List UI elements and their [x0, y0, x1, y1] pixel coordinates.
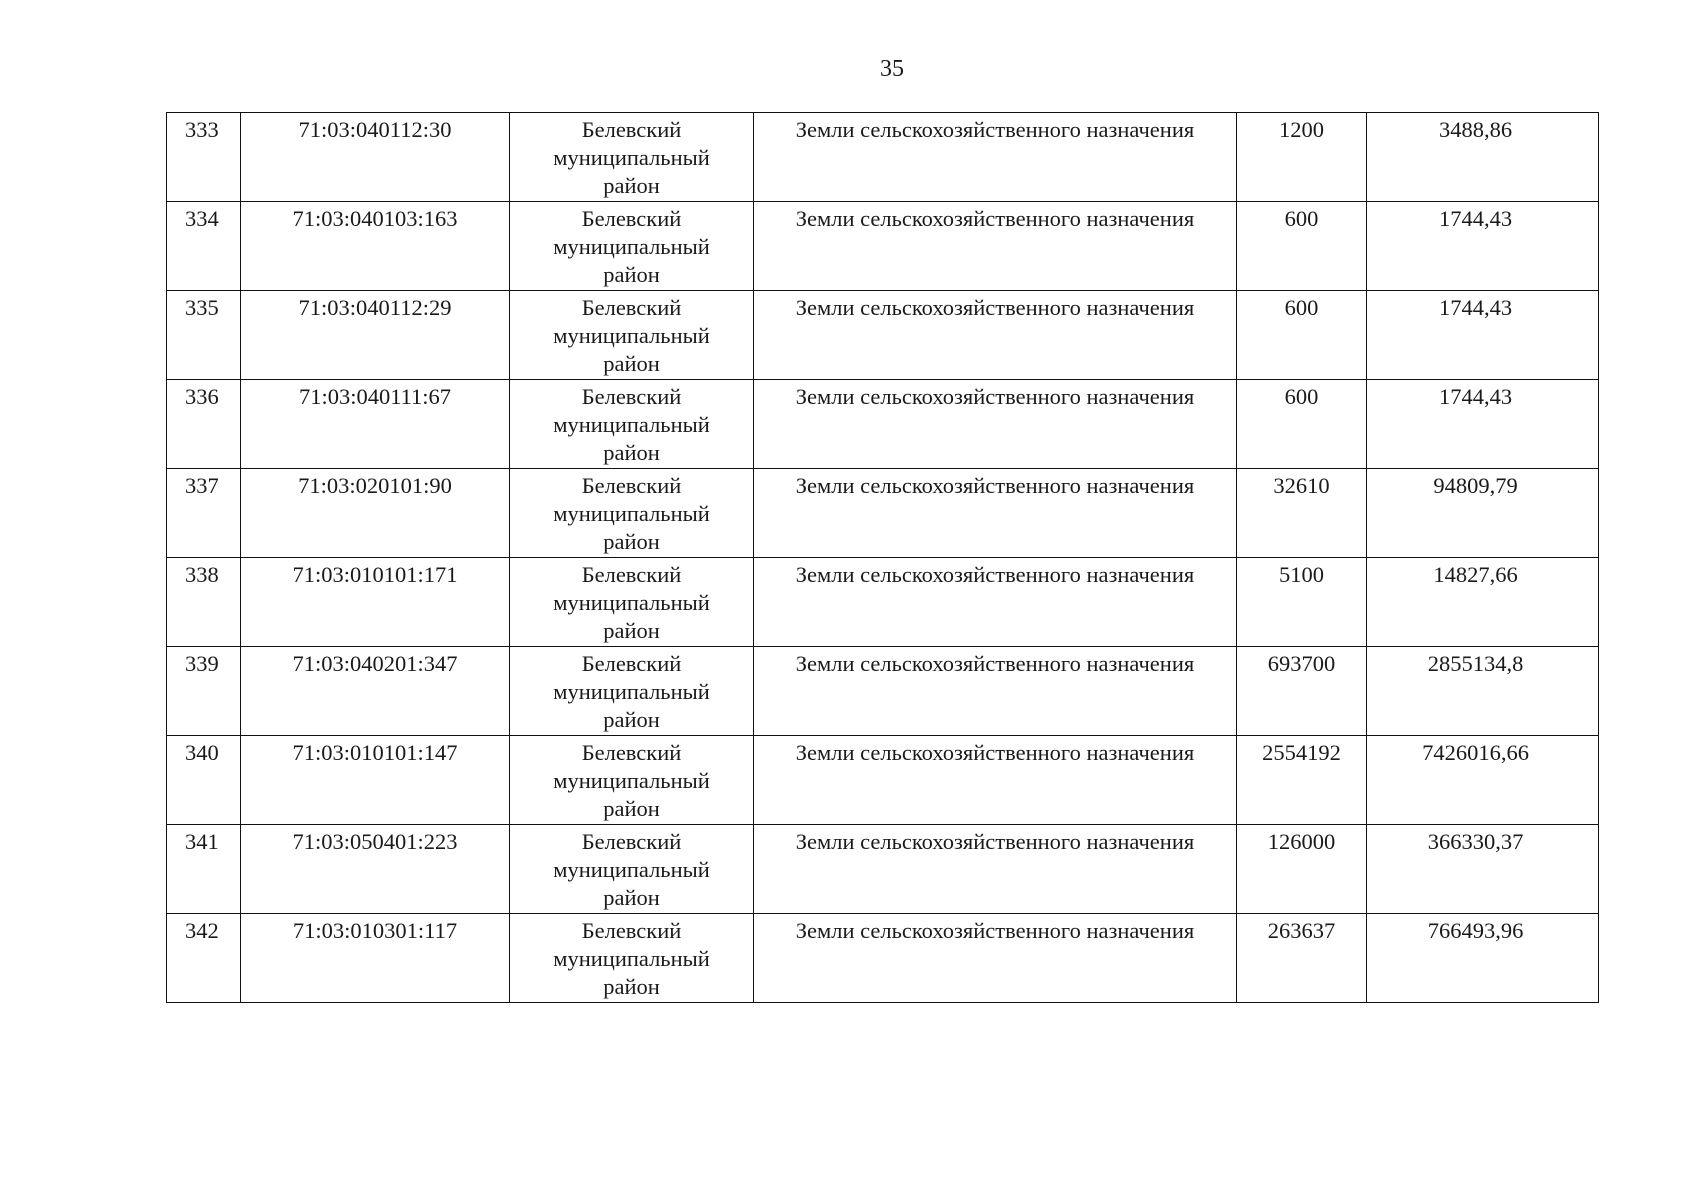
area-value: 1200 — [1279, 117, 1324, 142]
land-category-cell — [754, 291, 1237, 380]
cadastral-value: 7426016,66 — [1422, 740, 1529, 765]
cadastral-number: 71:03:040111:67 — [298, 384, 452, 409]
area-cell — [1237, 380, 1367, 469]
area-cell — [1237, 469, 1367, 558]
cadastral-value: 366330,37 — [1427, 829, 1524, 854]
district-cell — [510, 647, 754, 736]
row-number-cell — [167, 291, 241, 380]
cadastral-value: 3488,86 — [1438, 117, 1513, 142]
cadastral-number-cell — [241, 558, 510, 647]
district-line: муниципальный — [553, 323, 710, 348]
district-cell — [510, 113, 754, 202]
district-line: Белевский — [581, 384, 682, 409]
row-number: 334 — [185, 206, 219, 231]
row-number-cell — [167, 914, 241, 1003]
page-number: 35 — [880, 56, 904, 82]
cadastral-number-cell — [241, 113, 510, 202]
table-row — [167, 558, 1599, 647]
land-category-cell — [754, 825, 1237, 914]
row-number-cell — [167, 380, 241, 469]
district-line: район — [603, 885, 660, 910]
area-value: 600 — [1284, 295, 1319, 320]
land-category: Земли сельскохозяйственного назначения — [795, 829, 1195, 854]
cadastral-number: 71:03:010101:171 — [292, 562, 458, 587]
row-number: 335 — [185, 295, 219, 320]
district-line: район — [603, 974, 660, 999]
district-line: муниципальный — [553, 412, 710, 437]
area-value: 32610 — [1273, 473, 1330, 498]
district-line: район — [603, 440, 660, 465]
cadastral-number: 71:03:040201:347 — [292, 651, 458, 676]
cadastral-number: 71:03:010301:117 — [292, 918, 458, 943]
area-cell — [1237, 558, 1367, 647]
district-line: муниципальный — [553, 679, 710, 704]
cadastral-value-cell — [1367, 113, 1599, 202]
cadastral-value: 94809,79 — [1433, 473, 1518, 498]
cadastral-value: 2855134,8 — [1427, 651, 1524, 676]
district-line: Белевский — [581, 740, 682, 765]
table-row — [167, 469, 1599, 558]
cadastral-value-cell — [1367, 469, 1599, 558]
land-category-cell — [754, 202, 1237, 291]
land-category: Земли сельскохозяйственного назначения — [795, 117, 1195, 142]
row-number-cell — [167, 202, 241, 291]
land-category-cell — [754, 113, 1237, 202]
land-category: Земли сельскохозяйственного назначения — [795, 651, 1195, 676]
area-value: 263637 — [1267, 918, 1336, 943]
row-number-cell — [167, 736, 241, 825]
district-line: Белевский — [581, 562, 682, 587]
cadastral-value: 1744,43 — [1438, 206, 1513, 231]
row-number-cell — [167, 113, 241, 202]
district-cell — [510, 291, 754, 380]
land-plots-table — [166, 112, 1599, 1003]
land-category: Земли сельскохозяйственного назначения — [795, 473, 1195, 498]
cadastral-value-cell — [1367, 380, 1599, 469]
cadastral-number-cell — [241, 914, 510, 1003]
area-value: 600 — [1284, 384, 1319, 409]
table-row — [167, 825, 1599, 914]
area-value: 600 — [1284, 206, 1319, 231]
cadastral-number: 71:03:040103:163 — [292, 206, 458, 231]
district-line: муниципальный — [553, 234, 710, 259]
land-category: Земли сельскохозяйственного назначения — [795, 384, 1195, 409]
table-row — [167, 380, 1599, 469]
row-number: 336 — [185, 384, 219, 409]
district-line: район — [603, 796, 660, 821]
cadastral-value: 14827,66 — [1433, 562, 1518, 587]
cadastral-value: 766493,96 — [1427, 918, 1524, 943]
table-row — [167, 647, 1599, 736]
district-line: муниципальный — [553, 857, 710, 882]
cadastral-number-cell — [241, 736, 510, 825]
district-cell — [510, 380, 754, 469]
district-line: район — [603, 351, 660, 376]
district-line: Белевский — [581, 829, 682, 854]
cadastral-number-cell — [241, 469, 510, 558]
land-category-cell — [754, 469, 1237, 558]
table-row — [167, 914, 1599, 1003]
land-category-cell — [754, 380, 1237, 469]
cadastral-value-cell — [1367, 647, 1599, 736]
cadastral-number-cell — [241, 380, 510, 469]
row-number-cell — [167, 647, 241, 736]
district-line: район — [603, 529, 660, 554]
cadastral-number: 71:03:020101:90 — [298, 473, 452, 498]
row-number: 339 — [185, 651, 219, 676]
district-line: муниципальный — [553, 946, 710, 971]
cadastral-value-cell — [1367, 825, 1599, 914]
cadastral-number-cell — [241, 291, 510, 380]
area-value: 2554192 — [1262, 740, 1341, 765]
land-category: Земли сельскохозяйственного назначения — [795, 918, 1195, 943]
row-number-cell — [167, 825, 241, 914]
area-value: 5100 — [1279, 562, 1324, 587]
cadastral-number-cell — [241, 202, 510, 291]
area-cell — [1237, 647, 1367, 736]
land-category-cell — [754, 558, 1237, 647]
district-line: муниципальный — [553, 768, 710, 793]
cadastral-value-cell — [1367, 291, 1599, 380]
area-cell — [1237, 736, 1367, 825]
table-body — [167, 113, 1599, 1003]
cadastral-number: 71:03:010101:147 — [292, 740, 458, 765]
table-row — [167, 291, 1599, 380]
district-cell — [510, 914, 754, 1003]
district-cell — [510, 202, 754, 291]
table-row — [167, 202, 1599, 291]
land-category-cell — [754, 914, 1237, 1003]
table-row — [167, 113, 1599, 202]
row-number: 337 — [185, 473, 219, 498]
row-number-cell — [167, 558, 241, 647]
cadastral-value: 1744,43 — [1438, 384, 1513, 409]
district-line: Белевский — [581, 473, 682, 498]
cadastral-value: 1744,43 — [1438, 295, 1513, 320]
district-line: район — [603, 618, 660, 643]
district-line: муниципальный — [553, 145, 710, 170]
area-cell — [1237, 291, 1367, 380]
district-cell — [510, 736, 754, 825]
row-number: 338 — [185, 562, 219, 587]
area-cell — [1237, 113, 1367, 202]
district-cell — [510, 469, 754, 558]
district-line: Белевский — [581, 206, 682, 231]
district-line: муниципальный — [553, 590, 710, 615]
cadastral-value-cell — [1367, 914, 1599, 1003]
district-line: Белевский — [581, 295, 682, 320]
district-line: район — [603, 707, 660, 732]
area-cell — [1237, 825, 1367, 914]
cadastral-number: 71:03:040112:29 — [298, 295, 452, 320]
land-category: Земли сельскохозяйственного назначения — [795, 740, 1195, 765]
cadastral-number-cell — [241, 825, 510, 914]
table-row — [167, 736, 1599, 825]
land-category-cell — [754, 647, 1237, 736]
row-number: 342 — [185, 918, 219, 943]
cadastral-number-cell — [241, 647, 510, 736]
district-line: район — [603, 262, 660, 287]
district-cell — [510, 825, 754, 914]
area-value: 126000 — [1267, 829, 1336, 854]
cadastral-number: 71:03:050401:223 — [292, 829, 458, 854]
row-number-cell — [167, 469, 241, 558]
area-value: 693700 — [1267, 651, 1336, 676]
land-category: Земли сельскохозяйственного назначения — [795, 295, 1195, 320]
row-number: 340 — [185, 740, 219, 765]
area-cell — [1237, 914, 1367, 1003]
district-line: Белевский — [581, 117, 682, 142]
district-line: район — [603, 173, 660, 198]
district-cell — [510, 558, 754, 647]
land-category: Земли сельскохозяйственного назначения — [795, 562, 1195, 587]
cadastral-number: 71:03:040112:30 — [298, 117, 452, 142]
district-line: Белевский — [581, 918, 682, 943]
area-cell — [1237, 202, 1367, 291]
row-number: 341 — [185, 829, 219, 854]
cadastral-value-cell — [1367, 558, 1599, 647]
cadastral-value-cell — [1367, 202, 1599, 291]
district-line: муниципальный — [553, 501, 710, 526]
land-category-cell — [754, 736, 1237, 825]
district-line: Белевский — [581, 651, 682, 676]
cadastral-value-cell — [1367, 736, 1599, 825]
row-number: 333 — [185, 117, 219, 142]
land-category: Земли сельскохозяйственного назначения — [795, 206, 1195, 231]
